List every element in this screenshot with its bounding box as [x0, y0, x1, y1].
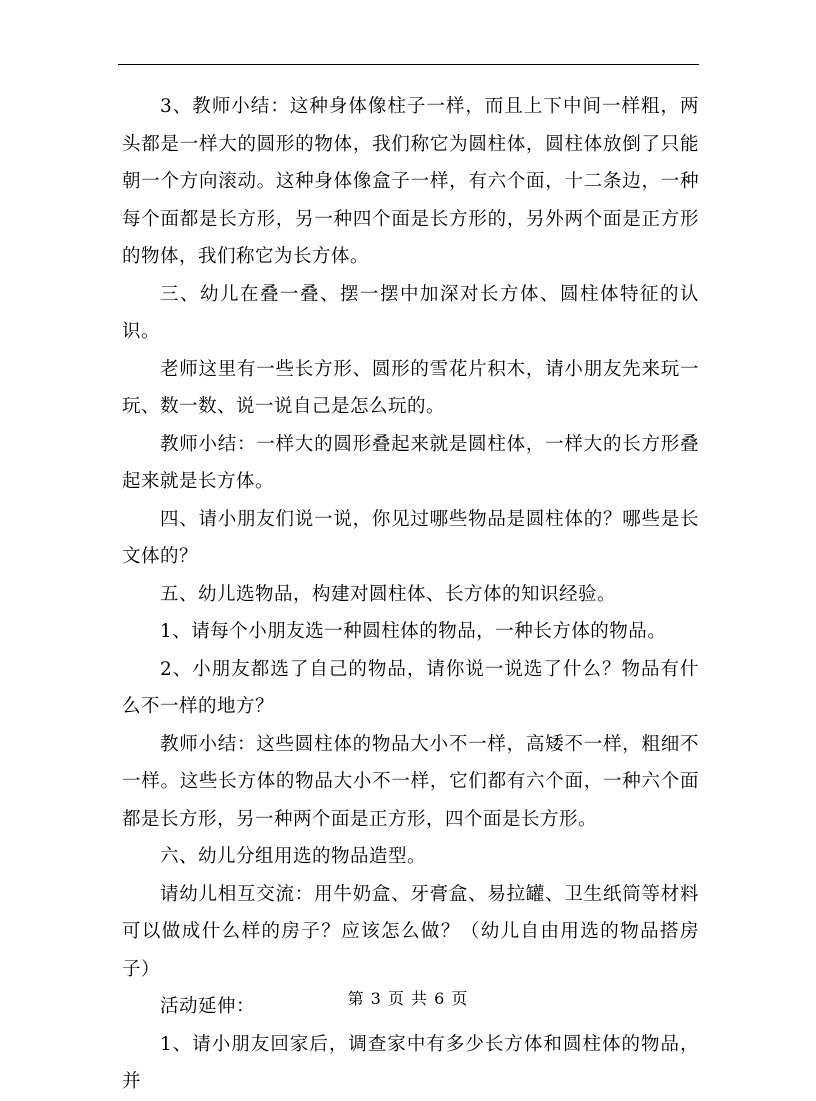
paragraph: 老师这里有一些长方形、圆形的雪花片积木，请小朋友先来玩一玩、数一数、说一说自己是怎么玩的。	[122, 358, 699, 417]
paragraph: 请幼儿相互交流：用牛奶盒、牙膏盒、易拉罐、卫生纸筒等材料可以做成什么样的房子？应该怎么做？（幼儿自由用选的物品搭房子）	[122, 883, 699, 980]
paragraph: 活动延伸：	[160, 996, 256, 1017]
paragraph: 教师小结：一样大的圆形叠起来就是圆柱体，一样大的长方形叠起来就是长方体。	[122, 433, 699, 492]
paragraph: 三、幼儿在叠一叠、摆一摆中加深对长方体、圆柱体特征的认识。	[122, 283, 699, 342]
paragraph: 四、请小朋友们说一说，你见过哪些物品是圆柱体的？哪些是长文体的？	[122, 508, 699, 567]
paragraph: 1、请每个小朋友选一种圆柱体的物品，一种长方体的物品。	[160, 621, 667, 642]
paragraph: 教师小结：这些圆柱体的物品大小不一样，高矮不一样，粗细不一样。这些长方体的物品大小不一样，它们都有六个面，一种六个面都是长方形，另一种两个面是正方形，四个面是长方形。	[122, 733, 699, 830]
paragraph: 六、幼儿分组用选的物品造型。	[160, 846, 427, 867]
page-number-footer: 第 3 页 共 6 页	[347, 989, 469, 1008]
paragraph: 2、小朋友都选了自己的物品，请你说一说选了什么？物品有什么不一样的地方？	[122, 658, 699, 717]
header-rule	[118, 64, 699, 65]
paragraph: 3、教师小结：这种身体像柱子一样，而且上下中间一样粗，两头都是一样大的圆形的物体，我们称它为圆柱体，圆柱体放倒了只能朝一个方向滚动。这种身体像盒子一样，有六个面，十二条边，一种每个面都是长方形，另一种四个面是长方形的，另外两个面是正方形的物体，我们称它为长方体。	[122, 96, 699, 267]
body-text	[122, 88, 699, 1101]
paragraph: 1、请小朋友回家后，调查家中有多少长方体和圆柱体的物品，并	[122, 1033, 699, 1092]
paragraph: 五、幼儿选物品，构建对圆柱体、长方体的知识经验。	[160, 583, 617, 605]
